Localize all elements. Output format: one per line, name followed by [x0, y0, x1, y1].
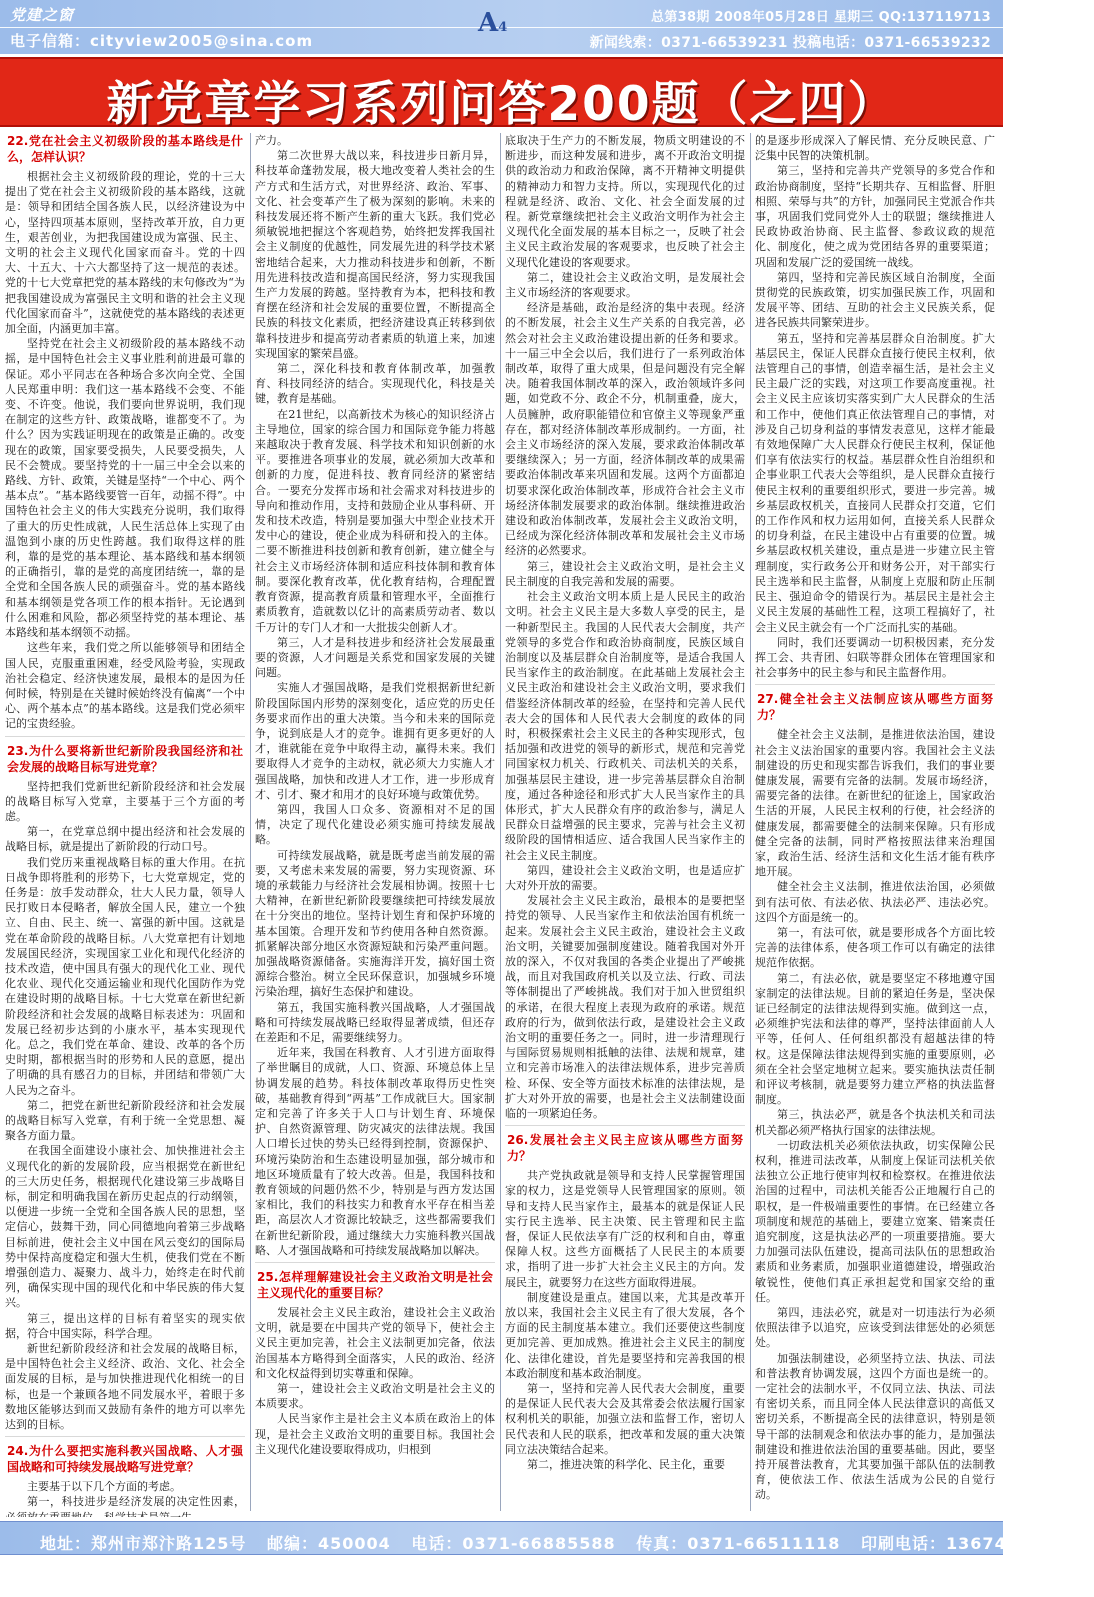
paragraph: 第二，有法必依，就是要坚定不移地遵守国家制定的法律法规。目前的紧迫任务是，坚决保证已经制定的法律法规得到实施。做到这一点，必须维护宪法和法律的尊严，坚持法律面前人人平等，任何人、任何组织都没有超越法律的特权。这是保障法律法规得到实施的重要原则，必须在全社会坚定地树立起来。要实施执法责任制和评议考核制，就是要努力建立严格的执法监督制度。: [755, 971, 995, 1107]
paragraph: 主要基于以下几个方面的考虑。: [27, 1480, 181, 1494]
paragraph: 第四，建设社会主义政治文明，也是适应扩大对外开放的需要。: [505, 863, 745, 892]
paragraph: 坚持党在社会主义初级阶段的基本路线不动摇，是中国特色社会主义事业胜利前进最可靠的保证。邓小平同志在各种场合多次向全党、全国人民郑重申明：我们这一基本路线不会变、不能变、不许变。他说，我们要向世界说明，我们现在制定的这些方针、政策战略，谁都变不了。为什么？因为实践证明现在的政策是正确的。改变现在的政策，国家要受损失，人民要受损失，人民不会赞成。要坚持党的十一届三中全会以来的路线、方针、政策，关键是坚持“一个中心、两个基本点”。“基本路线要管一百年，动摇不得”。中国特色社会主义的伟大实践充分说明，我们取得了重大的历史性成就，人民生活总体上实现了由温饱到小康的历史性跨越。我们取得这样的胜利，靠的是党的基本理论、基本路线和基本纲领的正确指引，靠的是党的高度团结统一，靠的是全党和全国各族人民的顽强奋斗。党的基本路线和基本纲领是党各项工作的根本指针。无论遇到什么困难和风险，都必须坚持党的基本理论、基本路线和基本纲领不动摇。: [5, 337, 245, 640]
paragraph: 新世纪新阶段经济和社会发展的战略目标，是中国特色社会主义经济、政治、文化、社会全面发展的目标，是与加快推进现代化相统一的目标，也是一个兼顾各地不同发展水平，着眼于多数地区能够达到而又鼓励有条件的地方可以率先达到的目标。: [5, 1342, 245, 1432]
page-header: [0, 0, 1003, 54]
footer-contacts: [40, 1531, 1094, 1554]
paragraph: 同时，我们还要调动一切积极因素，充分发挥工会、共青团、妇联等群众团体在管理国家和社会事务中的民主参与和民主监督作用。: [755, 635, 995, 680]
paragraph: 在我国全面建设小康社会、加快推进社会主义现代化的新的发展阶段，应当根据党在新世纪的三大历史任务，根据现代化建设第三步战略目标，制定和明确我国在新历史起点的行动纲领，以便进一步统一全党和全国各族人民的思想，坚定信心，鼓舞干劲，同心同德地向着第三步战略目标前进，使社会主义中国在风云变幻的国际局势中保持高度稳定和强大生机，使我们党在不断增强创造力、凝聚力、战斗力，始终走在时代前列，确保实现中国的现代化和中华民族的伟大复兴。: [5, 1144, 245, 1310]
paragraph: 可持续发展战略，就是既考虑当前发展的需要，又考虑未来发展的需要，努力实现资源、环境的承载能力与经济社会发展相协调。按照十七大精神，在新世纪新阶段要继续把可持续发展放在十分突出的地位。坚持计划生育和保护环境的基本国策。合理开发和节约使用各种自然资源。抓紧解决部分地区水资源短缺和污染严重问题。加强战略资源储备。实施海洋开发，搞好国土资源综合整治。树立全民环保意识，加强城乡环境污染治理，搞好生态保护和建设。: [255, 848, 495, 999]
paragraph: 第一，建设社会主义政治文明是社会主义的本质要求。: [255, 1382, 495, 1411]
question-heading: 25.怎样理解建设社会主义政治文明是社会主义现代化的重要目标？: [255, 1262, 495, 1305]
column-divider: [500, 133, 501, 1511]
page-number: [478, 8, 507, 38]
paragraph: 发展社会主义民主政治，建设社会主义政治文明，就是要在中国共产党的领导下，使社会主义民主更加完善，社会主义法制更加完备，依法治国基本方略得到全面落实，人民的政治、经济和文化权益得到切实尊重和保障。: [255, 1306, 495, 1380]
paragraph: 社会主义政治文明本质上是人民民主的政治文明。社会主义民主是大多数人享受的民主，是一种新型民主。我国的人民代表大会制度，共产党领导的多党合作和政治协商制度，民族区域自治制度以及基层群众自治制度等，是适合我国人民当家作主的政治制度。在此基础上发展社会主义民主政治和建设社会主义政治文明，要求我们借鉴经济体制改革的经验，在坚持和完善人民代表大会的国体和人民代表大会制度的政体的同时，积极探索社会主义民主的各种实现形式，包括加强和改进党的领导的新形式，规范和完善党同国家权力机关、行政机关、司法机关的关系，加强基层民主建设，进一步完善基层群众自治制度，通过各种途径和形式扩大人民当家作主的具体形式，扩大人民群众有序的政治参与，满足人民群众日益增强的民主要求，完善与社会主义初级阶段的国情相适应、适合我国人民当家作主的社会主义民主制度。: [505, 590, 745, 862]
paragraph: 人民当家作主是社会主义本质在政治上的体现，是社会主义政治文明的重要目标。我国社会主义现代化建设要取得成功，归根到: [255, 1412, 495, 1456]
paragraph: 一切政法机关必须依法执政，切实保障公民权利，推进司法改革，从制度上保证司法机关依法独立公正地行使审判权和检察权。在推进依法治国的过程中，司法机关能否公正地履行自己的职权，是一件极端重要性的事情。在已经建立各项制度和规范的基础上，要建立宽案、错案责任追究制度，这是执法必严的一项重要措施。要大力加强司法队伍建设，提高司法队伍的思想政治素质和业务素质，加强职业道德建设，增强政治敏锐性，使他们真正承担起党和国家交给的重任。: [755, 1138, 995, 1304]
paragraph: 第二次世界大战以来，科技进步日新月异，科技革命蓬勃发展，极大地改变着人类社会的生产方式和生活方式，对世界经济、政治、军事、文化、社会变革产生了极为深刻的影响。未来的科技发展还将不断产生新的重大飞跃。我们党必须敏锐地把握这个客观趋势，始终把发挥我国社会主义制度的优越性，同发展先进的科学技术紧密地结合起来，大力推动科技进步和创新，不断用先进科技改造和提高国民经济，努力实现我国生产力发展的跨越。坚持教育为本，把科技和教育摆在经济和社会发展的重要位置，不断提高全民族的科技文化素质，把经济建设真正转移到依靠科技进步和提高劳动者素质的轨道上来，加速实现国家的繁荣昌盛。: [255, 149, 495, 360]
paragraph: 第四，违法必究，就是对一切违法行为必须依照法律予以追究，应该受到法律惩处的必须惩处。: [755, 1306, 995, 1350]
news-hotline: 新闻线索：0371-66539231 投稿电话：0371-66539232: [589, 35, 991, 51]
paragraph: 健全社会主义法制，是推进依法治国，建设社会主义法治国家的重要内容。我国社会主义法制建设的历史和现实都告诉我们，我们的事业要健康发展，需要有完备的法制。发展市场经济，需要完备的法律。在新世纪的征途上，国家政治生活的开展，人民民主权利的行使，社会经济的健康发展，都需要健全的法制来保障。只有形成健全完备的法制，同时严格按照法律来治理国家，政治生活、经济生活和文化生活才能有秩序地开展。: [755, 728, 995, 879]
paragraph: 的是逐步形成深入了解民情、充分反映民意、广泛集中民智的决策机制。: [755, 134, 995, 163]
column-name: 党建之窗: [10, 6, 75, 24]
paragraph: 第一，坚持和完善人民代表大会制度，重要的是保证人民代表大会及其常委会依法履行国家权利机关的职能，加强立法和监督工作，密切人民代表和人民的联系，把改革和发展的重大决策同立法决策结合起来。: [505, 1382, 745, 1456]
article-body: [5, 133, 998, 1511]
paragraph: 在21世纪，以高新技术为核心的知识经济占主导地位，国家的综合国力和国际竞争能力将越来越取决于教育发展、科学技术和知识创新的水平。要推进各项事业的发展，就必须加大改革和创新的力度，促进科技、教育同经济的紧密结合。一要充分发挥市场和社会需求对科技进步的导向和推动作用，支持和鼓励企业从事科研、开发和技术改造，特别是要加强大中型企业技术开发中心的建设，使企业成为科研和投入的主体。二要不断推进科技创新和教育创新，建立健全与社会主义市场经济体制和适应科技体制和教育体制。要深化教育改革，优化教育结构，合理配置教育资源，提高教育质量和管理水平，全面推行素质教育，造就数以亿计的高素质劳动者、数以千万计的专门人才和一大批拔尖创新人才。: [255, 407, 495, 634]
footer-postcode: 邮编：450004: [266, 1534, 391, 1553]
paragraph: 加强法制建设，必须坚持立法、执法、司法和普法教育协调发展，这四个方面也是统一的。一定社会的法制水平，不仅同立法、执法、司法有密切关系，而且同全体人民法律意识的高低又密切关系，不断提高全民的法律意识，特别是领导干部的法制观念和依法办事的能力，是加强法制建设和推进依法治国的重要基础。因此，要坚持开展普法教育，尤其要加强干部队伍的法制教育，使依法工作、依法生活成为公民的自觉行动。: [755, 1351, 995, 1502]
text-column-4: [755, 133, 995, 1511]
paragraph: 第一，有法可依，就是要形成各个方面比较完善的法律体系，使各项工作可以有确定的法律规范作依据。: [755, 925, 995, 970]
paragraph: 第四，坚持和完善民族区域自治制度，全面贯彻党的民族政策，切实加强民族工作，巩固和发展平等、团结、互助的社会主义民族关系，促进各民族共同繁荣进步。: [755, 270, 995, 330]
question-heading: 23.为什么要将新世纪新阶段我国经济和社会发展的战略目标写进党章？: [5, 736, 245, 779]
paragraph: 第五，我国实施科教兴国战略，人才强国战略和可持续发展战略已经取得显著成绩，但还存在差距和不足，需要继续努力。: [255, 1000, 495, 1044]
text-column-1: [5, 133, 245, 1511]
paragraph: 第三，建设社会主义政治文明，是社会主义民主制度的自我完善和发展的需要。: [505, 559, 745, 588]
question-heading: 27.健全社会主义法制应该从哪些方面努力？: [755, 684, 995, 727]
paragraph: 第一，在党章总纲中提出经济和社会发展的战略目标，就是提出了新阶段的行动口号。: [5, 825, 245, 854]
paragraph: 第三，提出这样的目标有着坚实的现实依据，符合中国实际，科学合理。: [5, 1311, 245, 1340]
paragraph: 第一，科技进步是经济发展的决定性因素，: [27, 1495, 245, 1509]
page-num: 4: [498, 20, 508, 35]
paragraph: 第二，建设社会主义政治文明，是发展社会主义市场经济的客观要求。: [505, 270, 745, 300]
footer-fax: 传真：0371-66511118: [636, 1534, 841, 1553]
paragraph: 第四，我国人口众多、资源相对不足的国情，决定了现代化建设必须实施可持续发展战略。: [255, 802, 495, 847]
question-heading: 26.发展社会主义民主应该从哪些方面努力？: [505, 1125, 745, 1168]
paragraph: 健全社会主义法制，推进依法治国，必须做到有法可依、有法必依、执法必严、违法必究。这四个方面是统一的。: [755, 880, 995, 924]
text-column-2: [255, 133, 495, 1511]
paragraph: 第五，坚持和完善基层群众自治制度。扩大基层民主，保证人民群众直接行使民主权利，依法管理自己的事情，创造幸福生活，是社会主义民主最广泛的实践，对这项工作要高度重视。社会主义民主应该切实落实到广大人民群众的生活和工作中，使他们真正依法管理自己的事情，对涉及自己切身利益的事情发表意见，这样才能最有效地保障广大人民群众行使民主权利，保证他们享有依法实行的权益。基层群众性自治组织和企事业职工代表大会等组织，是人民群众直接行使民主权利的重要组织形式，要进一步完善。城乡基层政权机关，直接同人民群众打交道，它们的工作作风和权力运用如何，直接关系人民群众的切身利益，在民主建设中占有重要的位置。城乡基层政权机关建设，重点是进一步建立民主管理制度，实行政务公开和财务公开，对干部实行民主选举和民主监督，从制度上克服和防止压制民主、强迫命令的错误行为。基层民主是社会主义民主发展的基础性工程，这项工程搞好了，社会主义民主就会有一个广泛而扎实的基础。: [755, 331, 995, 634]
paragraph: 根据社会主义初级阶段的理论，党的十三大提出了党在社会主义初级阶段的基本路线，这就是：领导和团结全国各族人民，以经济建设为中心，坚持四项基本原则，坚持改革开放，自力更生，艰苦创业，为把我国建设成为富强、民主、文明的社会主义现代化国家而奋斗。党的十四大、十五大、十六大都坚持了这一规范的表述。党的十七大党章把党的基本路线的末句修改为“为把我国建设成为富强民主文明和谐的社会主义现代化国家而奋斗”，这就使党的基本路线的表述更加全面，内涵更加丰富。: [5, 170, 245, 336]
paragraph: 共产党执政就是领导和支持人民掌握管理国家的权力，这是党领导人民管理国家的原则。领导和支持人民当家作主，最基本的就是保证人民实行民主选举、民主决策、民主管理和民主监督，保证人民依法享有广泛的权利和自由，尊重保障人权。这些方面概括了人民民主的本质要求，指明了进一步扩大社会主义民主的方向。发展民主，就要努力在这些方面取得进展。: [505, 1169, 745, 1289]
paragraph: 经济是基础，政治是经济的集中表现。经济的不断发展，社会主义生产关系的自我完善，必然会对社会主义政治建设提出新的任务和要求。十一届三中全会以后，我们进行了一系列政治体制改革，取得了重大成果，但是问题没有完全解决。随着我国体制改革的深入，政治领域许多问题，如党政不分、政企不分，机制重叠，庞大，人员臃肿，政府职能错位和官僚主义等现象严重存在，都对经济体制改革形成制约。一方面，社会主义市场经济的深入发展，要求政治体制改革要继续深入；另一方面，经济体制改革的成果需要政治体制改革来巩固和发展。这两个方面都迫切要求深化政治体制改革，形成符合社会主义市场经济体制发展要求的政治体制。继续推进政治建设和政治体制改革，发展社会主义政治文明，已经成为深化经济体制改革和发展社会主义市场经济的必然要求。: [505, 301, 745, 558]
paragraph: 第三，人才是科技进步和经济社会发展最重要的资源，人才问题是关系党和国家发展的关键问题。: [255, 635, 495, 680]
page-title: 新党章学习系列问答200题（之四）: [106, 77, 897, 132]
paragraph: 第二，深化科技和教育体制改革，加强教育、科技同经济的结合。实现现代化，科技是关键，教育是基础。: [255, 362, 495, 406]
paragraph: 第三，执法必严，就是各个执法机关和司法机关都必须严格执行国家的法律法规。: [755, 1108, 995, 1137]
title-banner: [0, 57, 1003, 132]
column-divider: [750, 133, 751, 1511]
contact-email: 电子信箱：cityview2005@sina.com: [10, 32, 314, 50]
paragraph: 坚持把我们党新世纪新阶段经济和社会发展的战略目标写入党章，主要基于三个方面的考虑。: [5, 779, 245, 823]
paragraph: 实施人才强国战略，是我们党根据新世纪新阶段国际国内形势的深刻变化，适应党的历史任务要求而作出的重大决策。当今和未来的国际竞争，说到底是人才的竞争。谁拥有更多更好的人才，谁就能在竞争中取得主动，赢得未来。我们要取得人才竞争的主动权，就必须大力实施人才强国战略，加快和改进人才工作，进一步形成育才、引才、聚才和用才的良好环境与政策优势。: [255, 681, 495, 801]
text-column-3: [505, 133, 745, 1511]
question-heading: 22.党在社会主义初级阶段的基本路线是什么，怎样认识？: [7, 134, 243, 164]
page-label: A: [478, 8, 499, 38]
paragraph: 底取决于生产力的不断发展，物质文明建设的不断进步，而这种发展和进步，离不开政治文明提供的政治动力和政治保障，离不开精神文明提供的精神动力和智力支持。所以，实现现代化的过程就是经济、政治、文化、社会全面发展的过程。新党章继续把社会主义政治文明作为社会主义现代化全面发展的基本目标之一，反映了社会主义民主政治发展的客观要求，也反映了社会主义现代化建设的客观要求。: [505, 134, 745, 269]
column-divider: [250, 133, 251, 1511]
footer-bar: [0, 1521, 1080, 1555]
paragraph: 第三，坚持和完善共产党领导的多党合作和政治协商制度，坚持“长期共存、互相监督、肝胆相照、荣辱与共”的方针，加强同民主党派合作共事，巩固我们党同党外人士的联盟；继续推进人民政协政治协商、民主监督、参政议政的规范化、制度化，使之成为党团结各界的重要渠道；巩固和发展广泛的爱国统一战线。: [755, 164, 995, 269]
question-heading: 24.为什么要把实施科教兴国战略、人才强国战略和可持续发展战略写进党章？: [5, 1436, 245, 1479]
footer-address: 地址：郑州市郑汴路125号: [40, 1534, 247, 1553]
footer-print-phone: 印刷电话：13674930799: [861, 1534, 1080, 1553]
footer-phone: 电话：0371-66885588: [411, 1534, 616, 1553]
paragraph: 产力。: [255, 134, 288, 147]
page-footer: [0, 1517, 1080, 1597]
paragraph: 制度建设是重点。建国以来，尤其是改革开放以来，我国社会主义民主有了很大发展，各个方面的民主制度基本建立。我们还要使这些制度更加完善、更加成熟。推进社会主义民主的制度化、法律化建设，首先是要坚持和完善我国的根本政治制度和基本政治制度。: [505, 1290, 745, 1380]
paragraph: 近年来，我国在科教育、人才引进方面取得了举世瞩目的成就，人口、资源、环境总体上呈协调发展的趋势。科技体制改革取得历史性突破，基础教育得到“两基”工作成就巨大。国家制定和完善了许多关于人口与计划生育、环境保护、自然资源管理、防灾减灾的法律法规。我国人口增长过快的势头已经得到控制，资源保护、环境污染防治和生态建设明显加强，部分城市和地区环境质量有了较大改善。但是，我国科技和教育领域的问题仍然不少，特别是与西方发达国家相比，我们的科技实力和教育水平存在相当差距，高层次人才资源比较缺乏，这些都需要我们在新世纪新阶段，通过继续大力实施科教兴国战略、人才强国战略和可持续发展战略加以解决。: [255, 1046, 495, 1257]
paragraph: 发展社会主义民主政治，最根本的是要把坚持党的领导、人民当家作主和依法治国有机统一起来。发展社会主义民主政治，建设社会主义政治文明，关键要加强制度建设。随着我国对外开放的深入，不仅对我国的各类企业提出了严峻挑战，而且对我国政府机关以及立法、行政、司法等体制提出了严峻挑战。我们对于加入世贸组织的承诺，在很大程度上表现为政府的承诺。规范政府的行为，做到依法行政，是建设社会主义政治文明的重要任务之一。同时，进一步清理现行与国际贸易规则相抵触的法律、法规和规章，建立和完善市场准入的法律法规体系，进步完善质检、环保、安全等方面技术标准的法律法规，是扩大对外开放的需要，也是社会主义法制建设面临的一项紧迫任务。: [505, 894, 745, 1120]
paragraph: 我们党历来重视战略目标的重大作用。在抗日战争即将胜利的形势下，七大党章规定，党的任务是：放手发动群众，壮大人民力量，领导人民打败日本侵略者，解放全国人民，建立一个独立、自由、民主、统一、富强的新中国。这就是党在革命阶段的战略目标。八大党章把有计划地发展国民经济，实现国家工业化和现代化经济的技术改造，使中国具有强大的现代化工业、现代化农业、现代化交通运输业和现代化国防作为党在建设时期的战略目标。十七大党章在新世纪新阶段经济和社会发展的战略目标表述为：巩固和发展已经初步达到的小康水平，基本实现现代化。总之，我们党在革命、建设、改革的各个历史时期，都根据当时的形势和人民的意愿，提出了明确的具有感召力的目标，并团结和带领广大人民为之奋斗。: [5, 855, 245, 1097]
paragraph: 第二，把党在新世纪新阶段经济和社会发展的战略目标写入党章，有利于统一全党思想、凝聚各方面力量。: [5, 1098, 245, 1143]
paragraph: 这些年来，我们党之所以能够领导和团结全国人民，克服重重困难，经受风险考验，实现政治社会稳定、经济快速发展，最根本的是因为任何时候，特别是在关键时候始终没有偏离“一个中心、两个基本点”的基本路线。这是我们党必须牢记的宝贵经验。: [5, 641, 245, 731]
issue-info: 总第38期 2008年05月28日 星期三 QQ:137119713: [651, 10, 991, 25]
paragraph: 第二，推进决策的科学化、民主化，重要: [527, 1458, 725, 1472]
